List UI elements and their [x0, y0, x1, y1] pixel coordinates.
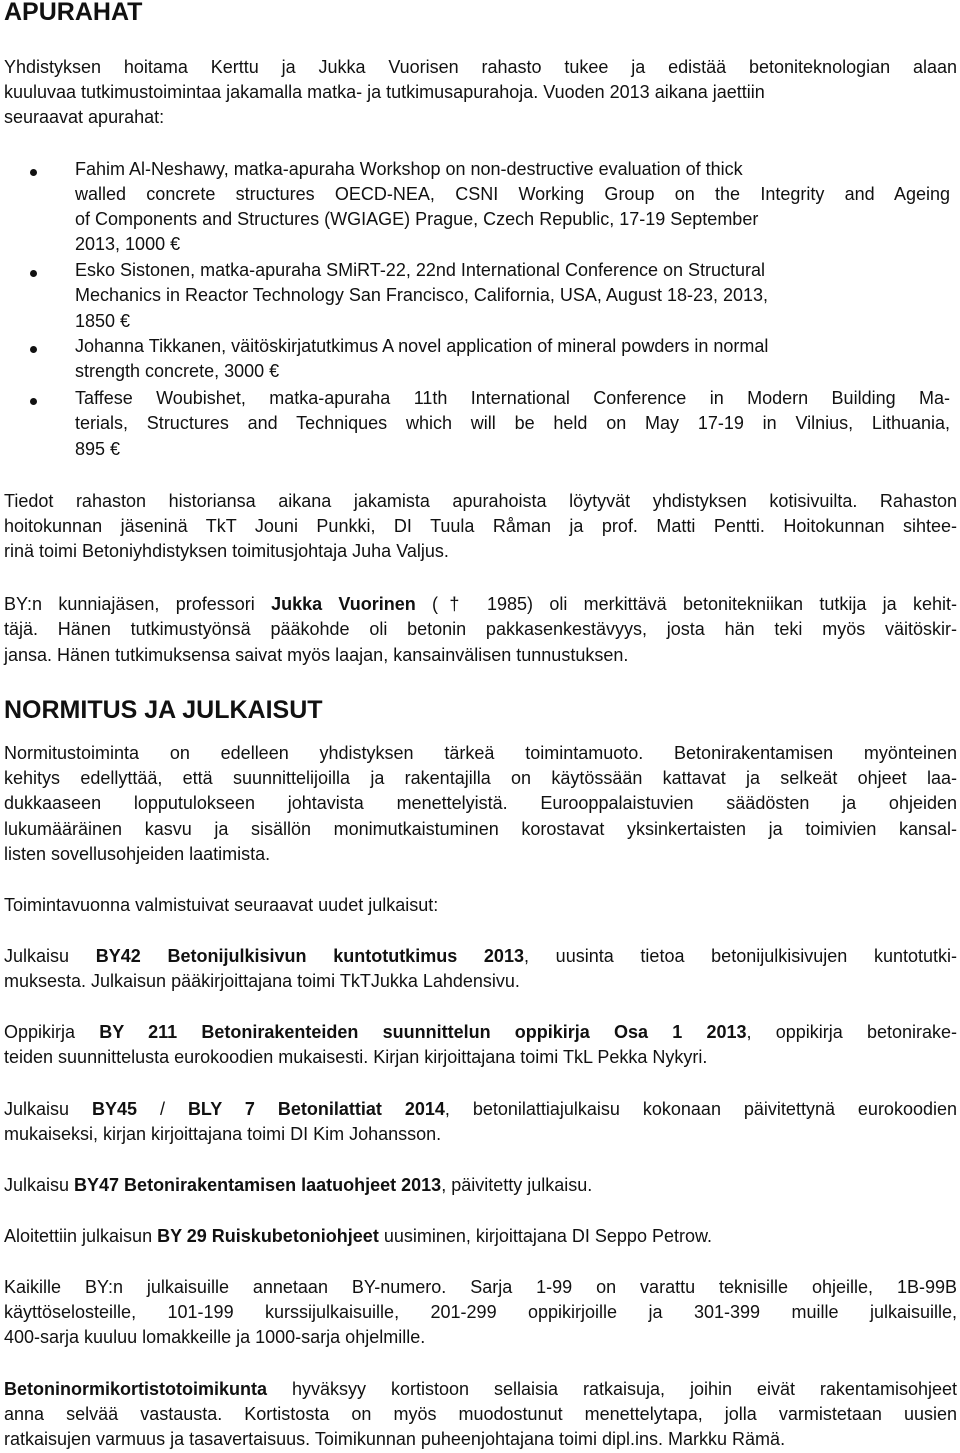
committee-line-2: anna selvää vastausta. Kortistosta on myös muodostunut menettelytapa, jolla varmistetaan uusien [4, 1404, 957, 1424]
bullet-dot [30, 169, 37, 176]
bullet-4-line-1: Taffese Woubishet, matka-apuraha 11th International Conference in Modern Building Ma- [75, 388, 950, 408]
fund-info-line-2: hoitokunnan jäseninä TkT Jouni Punkki, DI Tuula Råman ja prof. Matti Pentti. Hoitokunnan sihtee- [4, 516, 957, 536]
bullet-4-line-2: terials, Structures and Techniques which will be held on May 17-19 in Vilnius, Lithuania, [75, 413, 950, 433]
bullet-dot [30, 398, 37, 405]
standards-line-4: lukumääräinen kasvu ja sisällön monimutkaistuminen korostavat yksinkertaisten ja toimivien kansal- [4, 819, 957, 839]
pub-by47-line: Julkaisu BY47 Betonirakentamisen laatuohjeet 2013, päivitetty julkaisu. [4, 1175, 593, 1195]
fund-info-line-3: rinä toimi Betoniyhdistyksen toimitusjohtaja Juha Valjus. [4, 541, 449, 561]
fund-info-line-1: Tiedot rahaston historiansa aikana jakamista apurahoista löytyvät yhdistyksen kotisivuilta. Rahaston [4, 491, 957, 511]
standards-line-3: dukkaaseen lopputulokseen johtavista menettelyistä. Eurooppalaistuvien säädösten ja ohjeiden [4, 793, 957, 813]
honorary-member-line-1: BY:n kunniajäsen, professori Jukka Vuorinen († 1985) oli merkittävä betonitekniikan tutkija ja kehit- [4, 594, 958, 614]
section-heading-apurahat: APURAHAT [4, 0, 143, 26]
pub-by29-line: Aloitettiin julkaisun BY 29 Ruiskubetoniohjeet uusiminen, kirjoittajana DI Seppo Petrow. [4, 1226, 712, 1246]
intro-line-3: seuraavat apurahat: [4, 107, 165, 127]
pub-by211-line-2: teiden suunnittelusta eurokoodien mukaisesti. Kirjan kirjoittajana toimi TkL Pekka Nykyri. [4, 1047, 708, 1067]
committee-line-3: ratkaisujen varmuus ja tasavertaisuus. Toimikunnan puheenjohtajana toimi dipl.ins. Markku Rämä. [4, 1429, 786, 1449]
bullet-2-line-1: Esko Sistonen, matka-apuraha SMiRT-22, 22nd International Conference on Structural [75, 260, 766, 280]
bullet-4-line-3: 895 € [75, 439, 121, 459]
publication-code: BY45 [91, 1099, 138, 1119]
pub-by45-line-1: Julkaisu BY45 / BLY 7 Betonilattiat 2014, betonilattiajulkaisu kokonaan päivitettynä eurokoodien [4, 1099, 957, 1119]
pub-by45-line-2: mukaiseksi, kirjan kirjoittajana toimi DI Kim Johansson. [4, 1124, 442, 1144]
bullet-3-line-1: Johanna Tikkanen, väitöskirjatutkimus A novel application of mineral powders in normal [75, 336, 769, 356]
pub-by42-line-2: muksesta. Julkaisun pääkirjoittajana toimi TkTJukka Lahdensivu. [4, 971, 520, 991]
honorary-member-line-3: jansa. Hänen tutkimuksensa saivat myös laajan, kansainvälisen tunnustuksen. [4, 645, 629, 665]
bullet-dot [30, 270, 37, 277]
pub-by211-line-1: Oppikirja BY 211 Betonirakenteiden suunnittelun oppikirja Osa 1 2013, oppikirja betonirake- [4, 1022, 957, 1042]
bullet-2-line-3: 1850 € [75, 311, 131, 331]
standards-line-1: Normitustoiminta on edelleen yhdistyksen tärkeä toimintamuoto. Betonirakentamisen myönteinen [4, 743, 957, 763]
publication-title: BY47 Betonirakentamisen laatuohjeet 2013 [74, 1175, 442, 1195]
publication-title: BY 211 Betonirakenteiden suunnittelun oppikirja Osa 1 2013 [99, 1022, 747, 1042]
numbering-line-3: 400-sarja kuuluu lomakkeille ja 1000-sarja ohjelmille. [4, 1327, 426, 1347]
person-name: Jukka Vuorinen [271, 594, 416, 614]
publication-title: BY 29 Ruiskubetoniohjeet [157, 1226, 379, 1246]
bullet-2-line-2: Mechanics in Reactor Technology San Francisco, California, USA, August 18-23, 2013, [75, 285, 769, 305]
publications-intro: Toimintavuonna valmistuivat seuraavat uudet julkaisut: [4, 895, 439, 915]
committee-name: Betoninormikortistotoimikunta [4, 1379, 268, 1399]
standards-line-5: listen sovellusohjeiden laatimista. [4, 844, 271, 864]
pub-by42-line-1: Julkaisu BY42 Betonijulkisivun kuntotutkimus 2013, uusinta tietoa betonijulkisivujen kuntotutki- [4, 946, 958, 966]
honorary-member-line-2: täjä. Hänen tutkimustyönsä pääkohde oli betonin pakkasenkestävyys, josta hän teki myös väitöskir- [4, 619, 957, 639]
section-heading-normitus: NORMITUS JA JULKAISUT [4, 696, 323, 724]
committee-line-1: Betoninormikortistotoimikunta hyväksyy kortistoon sellaisia ratkaisuja, joihin eivät rakentamisohjeet [4, 1379, 957, 1399]
publication-title: BLY 7 Betonilattiat 2014 [187, 1099, 445, 1119]
intro-line-1: Yhdistyksen hoitama Kerttu ja Jukka Vuorisen rahasto tukee ja edistää betoniteknologian alaan [4, 57, 957, 77]
bullet-3-line-2: strength concrete, 3000 € [75, 361, 280, 381]
standards-line-2: kehitys edellyttää, että suunnittelijoilla ja rakentajilla on käytössään kattavat ja selkeät ohjeet laa- [4, 768, 957, 788]
bullet-1-line-4: 2013, 1000 € [75, 234, 181, 254]
bullet-1-line-2: walled concrete structures OECD-NEA, CSNI Working Group on the Integrity and Ageing [75, 184, 950, 204]
intro-line-2: kuuluvaa tutkimustoimintaa jakamalla matka- ja tutkimusapurahoja. Vuoden 2013 aikana jaettiin [4, 82, 765, 102]
numbering-line-2: käyttöselosteille, 101-199 kurssijulkaisuille, 201-299 oppikirjoille ja 301-399 muille julkaisuille, [4, 1302, 957, 1322]
publication-title: BY42 Betonijulkisivun kuntotutkimus 2013 [95, 946, 524, 966]
bullet-dot [30, 346, 37, 353]
numbering-line-1: Kaikille BY:n julkaisuille annetaan BY-numero. Sarja 1-99 on varattu teknisille ohjeille, 1B-99B [4, 1277, 957, 1297]
bullet-1-line-3: of Components and Structures (WGIAGE) Prague, Czech Republic, 17-19 September [75, 209, 759, 229]
bullet-1-line-1: Fahim Al-Neshawy, matka-apuraha Workshop on non-destructive evaluation of thick [75, 159, 743, 179]
